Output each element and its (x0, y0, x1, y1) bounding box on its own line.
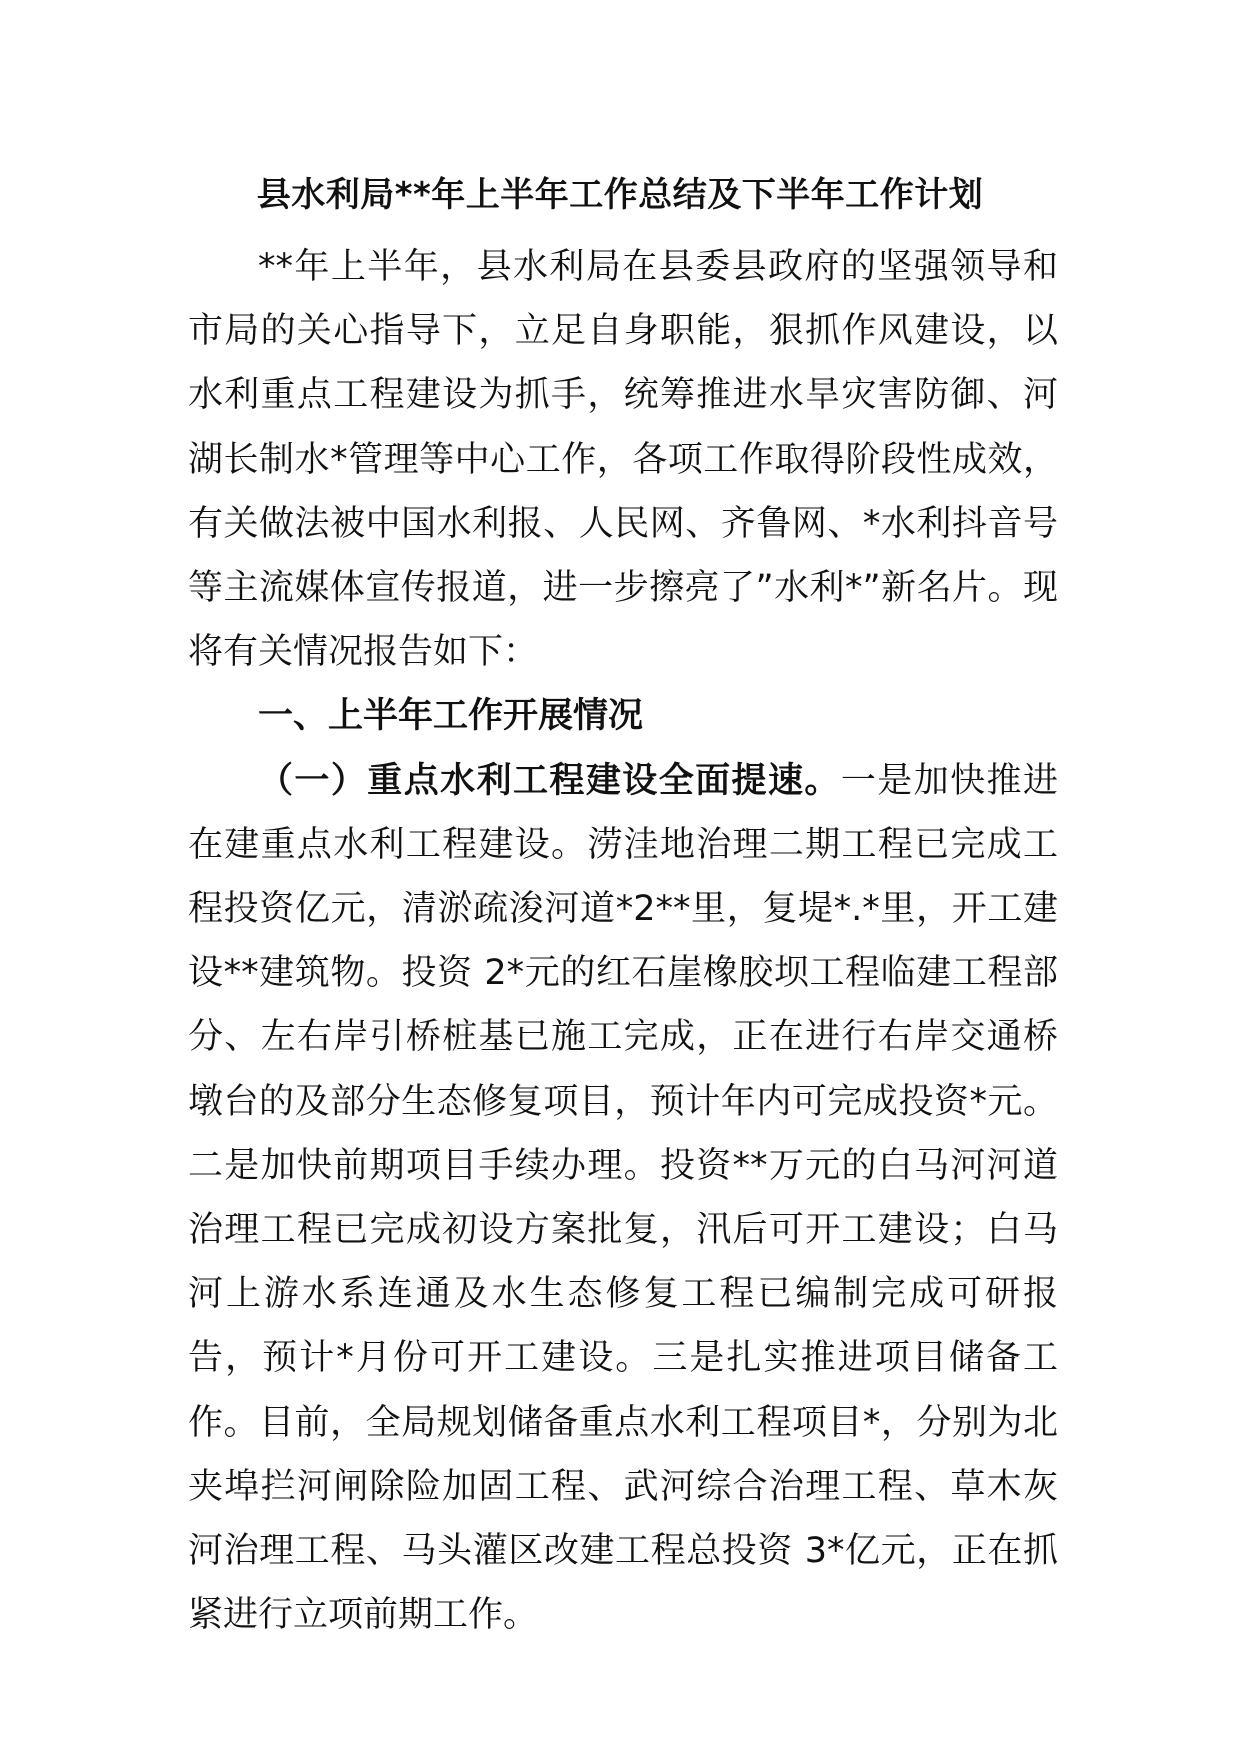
section-heading: 一、上半年工作开展情况 (258, 696, 644, 737)
subsection-text: 一是加快推进在建重点水利工程建设。涝洼地治理二期工程已完成工程投资亿元，清淤疏浚河道*2**里，复堤*.*里，开工建设**建筑物。投资 2*元的红石崖橡胶坝工程临建工程部分、左右岸引桥桩基已施工完成，正在进行右岸交通桥墩台的及部分生态修复项目，预计年内可完成投资*元。二是加快前期项目手续办理。投资**万元的白马河河道治理工程已完成初设方案批复，汛后可开工建设；白马河上游水系连通及水生态修复工程已编制完成可研报告，预计*月份可开工建设。三是扎实推进项目储备工作。目前，全局规划储备重点水利工程项目*，分别为北夹埠拦河闸除险加固工程、武河综合治理工程、草木灰河治理工程、马头灌区改建工程总投资 3*亿元，正在抓紧进行立项前期工作。 (188, 760, 1058, 1636)
document-title: 县水利局**年上半年工作总结及下半年工作计划 (256, 175, 984, 215)
intro-paragraph: **年上半年，县水利局在县委县政府的坚强领导和市局的关心指导下，立足自身职能，狠抓作风建设，以水利重点工程建设为抓手，统筹推进水旱灾害防御、河湖长制水*管理等中心工作，各项工作取得阶段性成效，有关做法被中国水利报、人民网、齐鲁网、*水利抖音号等主流媒体宣传报道，进一步擦亮了”水利*”新名片。现将有关情况报告如下： (188, 247, 1058, 673)
document-body (188, 235, 1058, 1647)
subsection-heading: （一）重点水利工程建设全面提速。 (258, 760, 841, 801)
subsection-paragraph (188, 749, 1058, 1648)
